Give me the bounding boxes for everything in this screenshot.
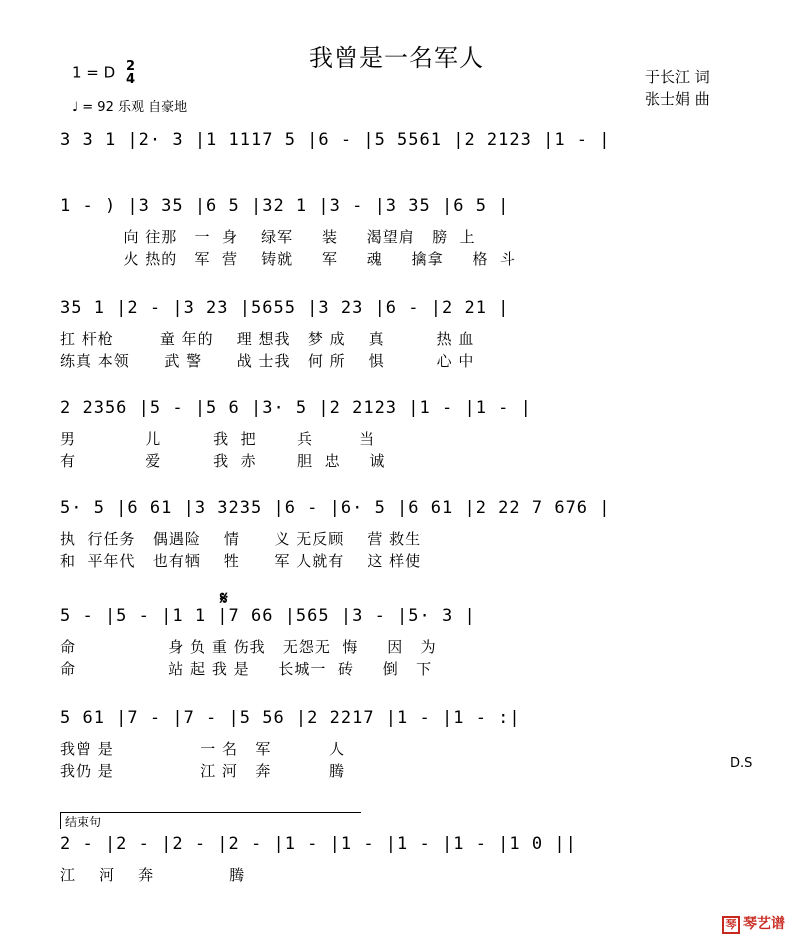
score-line-3 — [60, 298, 760, 372]
notes: 3 3 1 |2· 3 |1 1117 5 |6 - |5 5561 |2 2123 |1 - | — [60, 130, 611, 150]
logo-icon: 琴 — [722, 916, 740, 934]
lyrics-verse-1: 我曾 是 一 名 军 人 — [60, 740, 346, 758]
time-signature — [126, 60, 135, 86]
score-line-2 — [60, 196, 760, 270]
lyrics-verse-1: 向 往那 一 身 绿军 装 渴望肩 膀 上 — [60, 228, 476, 246]
tempo-text: = 92 乐观 自豪地 — [82, 100, 188, 115]
lyrics-verse-2: 和 平年代 也有牺 牲 军 人就有 这 样使 — [60, 552, 422, 570]
score-line-1 — [60, 130, 760, 160]
lyrics-verse-1: 扛 杆枪 童 年的 理 想我 梦 成 真 热 血 — [60, 330, 475, 348]
time-top: 2 — [125, 59, 136, 74]
lyrics-verse-2: 命 站 起 我 是 长城一 砖 倒 下 — [60, 660, 433, 678]
notes: 5· 5 |6 61 |3 3235 |6 - |6· 5 |6 61 |2 22 7 676 | — [60, 498, 611, 518]
notes: 5 61 |7 - |7 - |5 56 |2 2217 |1 - |1 - :| — [60, 708, 521, 728]
ds-marking: D.S — [730, 756, 753, 771]
score-line-4 — [60, 398, 760, 472]
score-line-5 — [60, 498, 760, 572]
lyrics-verse-1: 执 行任务 偶遇险 情 义 无反顾 营 救生 — [60, 530, 422, 548]
quarter-note-icon: ♩ — [72, 100, 79, 115]
notes: 5 - |5 - |1 1 |7 66 |565 |3 - |5· 3 | — [60, 606, 476, 626]
score-line-7 — [60, 708, 760, 782]
lyrics-verse-2: 我仍 是 江 河 奔 腾 — [60, 762, 346, 780]
notes: 1 - ) |3 35 |6 5 |32 1 |3 - |3 35 |6 5 | — [60, 196, 510, 216]
lyrics-verse-2: 火 热的 军 营 铸就 军 魂 擒拿 格 斗 — [60, 250, 517, 268]
key-signature — [72, 60, 135, 86]
lyricist: 于长江 词 — [645, 68, 710, 86]
score-line-6 — [60, 606, 760, 680]
site-logo — [722, 913, 785, 934]
lyrics-verse-1: 男 儿 我 把 兵 当 — [60, 430, 376, 448]
ending-label: 结束句 — [65, 815, 102, 829]
lyrics-verse-2: 有 爱 我 赤 胆 忠 诚 — [60, 452, 386, 470]
time-bottom: 4 — [125, 72, 136, 87]
notes: 2 - |2 - |2 - |2 - |1 - |1 - |1 - |1 - |1 0 || — [60, 834, 577, 854]
song-title: 我曾是一名军人 — [309, 44, 484, 72]
notes: 2 2356 |5 - |5 6 |3· 5 |2 2123 |1 - |1 - | — [60, 398, 532, 418]
tempo-marking — [72, 96, 187, 115]
composer: 张士娟 曲 — [645, 90, 710, 108]
logo-text: 琴艺谱 — [743, 916, 785, 932]
segno-sign: 𝄋 — [220, 588, 228, 609]
lyrics-verse-1: 江 河 奔 腾 — [60, 866, 246, 884]
key-label: 1 = D — [72, 63, 116, 82]
lyrics-verse-2: 练真 本领 武 警 战 士我 何 所 惧 心 中 — [60, 352, 475, 370]
score-line-8 — [60, 834, 760, 886]
coda-ending-bracket — [60, 812, 361, 829]
lyrics-verse-1: 命 身 负 重 伤我 无怨无 悔 因 为 — [60, 638, 437, 656]
notes: 35 1 |2 - |3 23 |5655 |3 23 |6 - |2 21 | — [60, 298, 510, 318]
